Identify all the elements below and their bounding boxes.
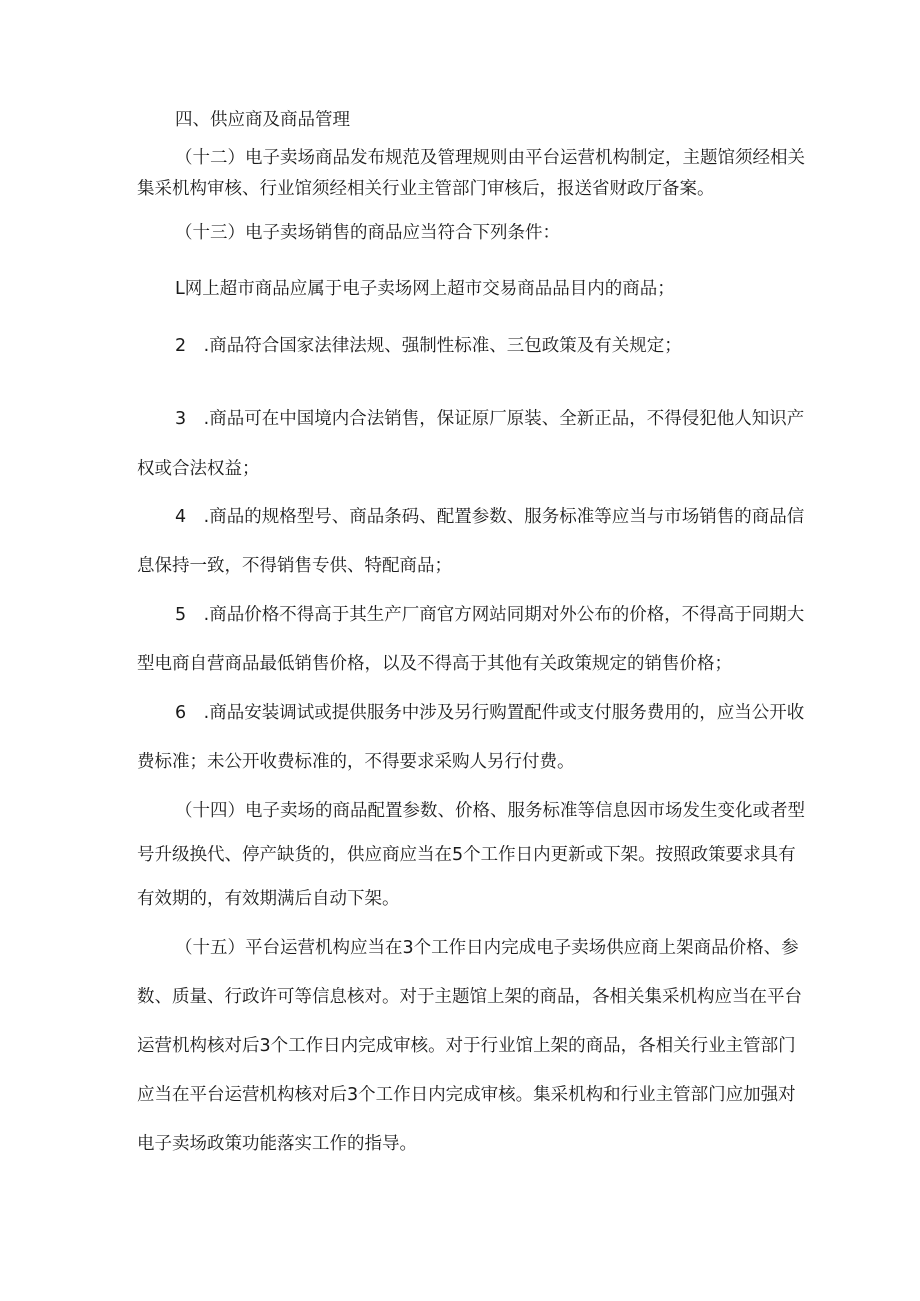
list-item-6-line-1: 6 .商品安装调试或提供服务中涉及另行购置配件或支付服务费用的，应当公开收 — [175, 703, 805, 723]
list-item-4-line-2: 息保持一致，不得销售专供、特配商品； — [137, 556, 452, 576]
list-item-3-line-1: 3 .商品可在中国境内合法销售，保证原厂原装、全新正品，不得侵犯他人知识产 — [175, 409, 805, 429]
list-item-2-line-1: 2 .商品符合国家法律法规、强制性标准、三包政策及有关规定； — [175, 336, 682, 356]
list-item-5-line-1: 5 .商品价格不得高于其生产厂商官方网站同期对外公布的价格，不得高于同期大 — [175, 605, 805, 625]
list-item-5-line-2: 型电商自营商品最低销售价格，以及不得高于其他有关政策规定的销售价格； — [137, 654, 732, 674]
list-item-6-line-2: 费标准；未公开收费标准的，不得要求采购人另行付费。 — [137, 752, 575, 772]
list-item-4-line-1: 4 .商品的规格型号、商品条码、配置参数、服务标准等应当与市场销售的商品信 — [175, 507, 805, 527]
paragraph-14-line-1: （十四）电子卖场的商品配置参数、价格、服务标准等信息因市场发生变化或者型 — [175, 801, 805, 821]
paragraph-15-line-5: 电子卖场政策功能落实工作的指导。 — [137, 1134, 417, 1154]
paragraph-13-line-1: （十三）电子卖场销售的商品应当符合下列条件： — [175, 223, 560, 243]
paragraph-15-line-4: 应当在平台运营机构核对后3个工作日内完成审核。集采机构和行业主管部门应加强对 — [137, 1085, 796, 1105]
paragraph-12-line-2: 集采机构审核、行业馆须经相关行业主管部门审核后，报送省财政厅备案。 — [137, 179, 715, 199]
paragraph-15-line-1: （十五）平台运营机构应当在3个工作日内完成电子卖场供应商上架商品价格、参 — [175, 938, 799, 958]
list-item-3-line-2: 权或合法权益； — [137, 459, 260, 479]
list-item-1-line-1: L网上超市商品应属于电子卖场网上超市交易商品品目内的商品； — [175, 279, 675, 299]
section-heading: 四、供应商及商品管理 — [175, 110, 350, 130]
paragraph-14-line-3: 有效期的，有效期满后自动下架。 — [137, 889, 400, 909]
paragraph-12-line-1: （十二）电子卖场商品发布规范及管理规则由平台运营机构制定，主题馆须经相关 — [175, 148, 805, 168]
paragraph-15-line-2: 数、质量、行政许可等信息核对。对于主题馆上架的商品，各相关集采机构应当在平台 — [137, 987, 802, 1007]
paragraph-15-line-3: 运营机构核对后3个工作日内完成审核。对于行业馆上架的商品，各相关行业主管部门 — [137, 1036, 796, 1056]
paragraph-14-line-2: 号升级换代、停产缺货的，供应商应当在5个工作日内更新或下架。按照政策要求具有 — [137, 845, 796, 865]
